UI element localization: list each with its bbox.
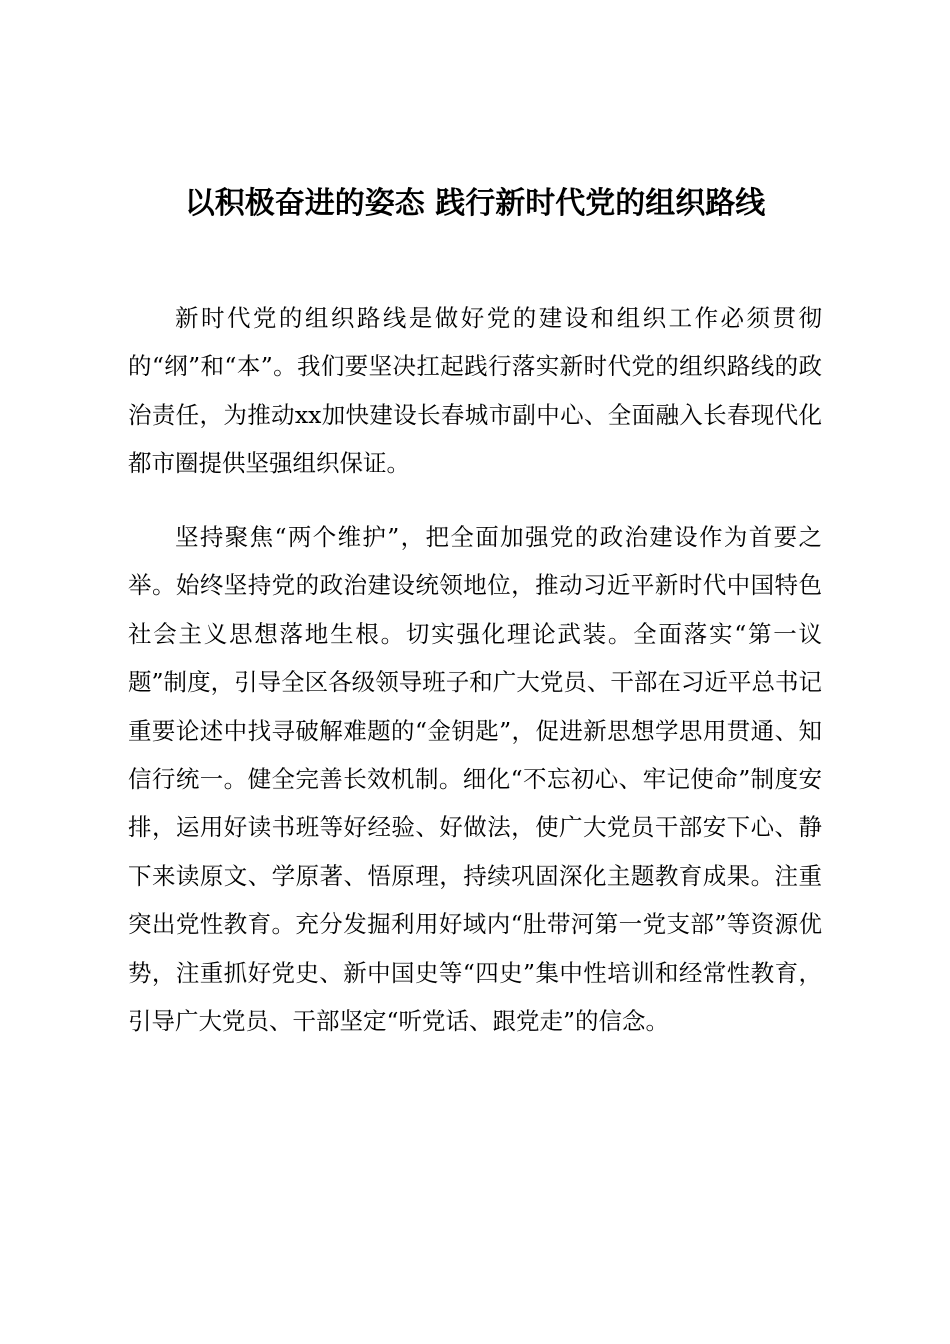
paragraph-political-building: 坚持聚焦“两个维护”，把全面加强党的政治建设作为首要之举。始终坚持党的政治建设统领地位，推动习近平新时代中国特色社会主义思想落地生根。切实强化理论武装。全面落实“第一议题”制度，引导全区各级领导班子和广大党员、干部在习近平总书记重要论述中找寻破解难题的“金钥匙”，促进新思想学思用贯通、知信行统一。健全完善长效机制。细化“不忘初心、牢记使命”制度安排，运用好读书班等好经验、好做法，使广大党员干部安下心、静下来读原文、学原著、悟原理，持续巩固深化主题教育成果。注重突出党性教育。充分发掘利用好域内“肚带河第一党支部”等资源优势，注重抓好党史、新中国史等“四史”集中性培训和经常性教育，引导广大党员、干部坚定“听党话、跟党走”的信念。	[128, 523, 822, 1036]
document-title: 以积极奋进的姿态 践行新时代党的组织路线	[184, 186, 766, 221]
paragraph-intro: 新时代党的组织路线是做好党的建设和组织工作必须贯彻的“纲”和“本”。我们要坚决扛起践行落实新时代党的组织路线的政治责任，为推动xx加快建设长春城市副中心、全面融入长春现代化都市圈提供坚强组织保证。	[128, 304, 822, 478]
